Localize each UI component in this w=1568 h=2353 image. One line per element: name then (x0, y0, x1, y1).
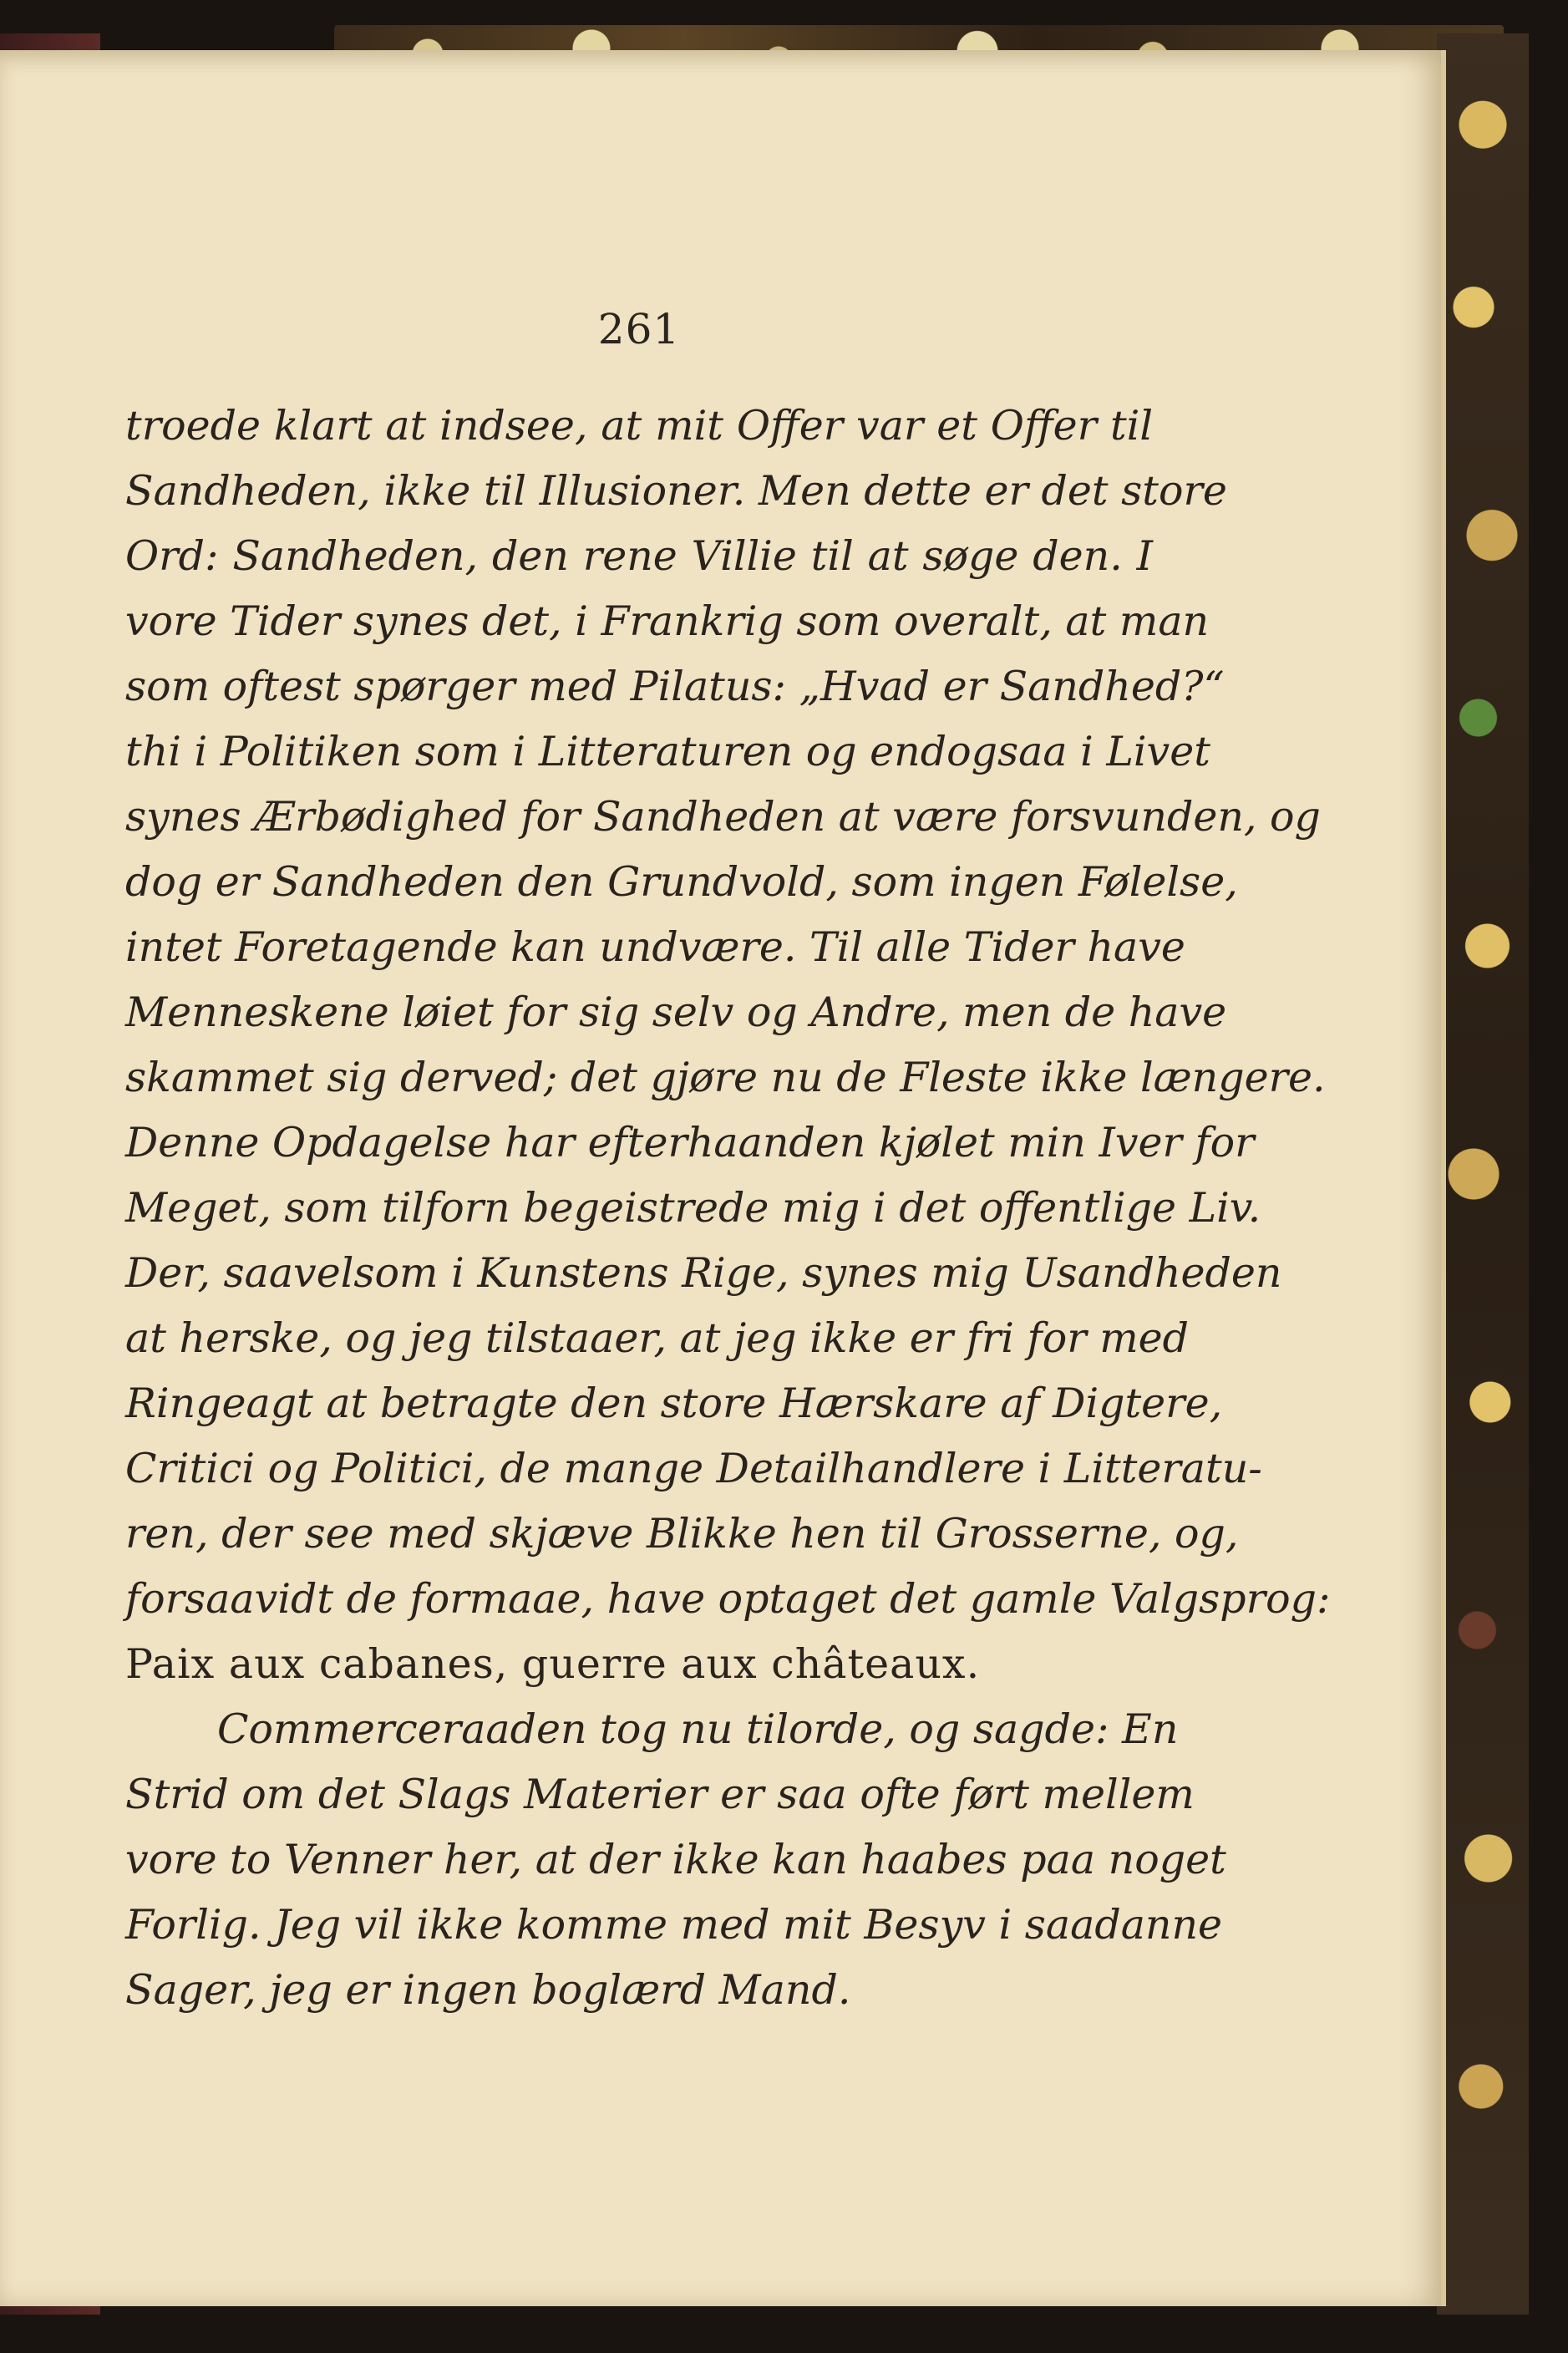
text-line: som oftest spørger med Pilatus: „Hvad er Sandhed?“ (125, 663, 1225, 710)
text-line: Menneskene løiet for sig selv og Andre, men de have (125, 988, 1227, 1036)
text-line: Der, saavelsom i Kunstens Rige, synes mig Usandheden (125, 1249, 1282, 1297)
text-line: forsaavidt de formaae, have optaget det gamle Valgsprog: (125, 1575, 1331, 1623)
text-line: Sandheden, ikke til Illusioner. Men dette er det store (125, 467, 1227, 515)
text-line-last: Sager, jeg er ingen boglærd Mand. (125, 1966, 851, 2014)
text-line: thi i Politiken som i Litteraturen og endogsaa i Livet (125, 728, 1210, 775)
text-line: vore Tider synes det, i Frankrig som overalt, at man (125, 597, 1210, 645)
text-line: intet Foretagende kan undvære. Til alle Tider have (125, 923, 1185, 971)
text-line: at herske, og jeg tilstaaer, at jeg ikke er fri for med (125, 1314, 1190, 1362)
text-line: Strid om det Slags Materier er saa ofte ført mellem (125, 1771, 1195, 1818)
text-line: troede klart at indsee, at mit Offer var et Offer til (125, 402, 1153, 450)
marbled-edge-right (1437, 33, 1529, 2315)
book-page (0, 50, 1446, 2306)
text-line-antiqua: Paix aux cabanes, guerre aux châteaux. (125, 1640, 981, 1688)
text-line-paragraph-start: Commerceraaden tog nu tilorde, og sagde: En (217, 1705, 1179, 1753)
text-line: Forlig. Jeg vil ikke komme med mit Besyv i saadanne (125, 1901, 1223, 1949)
text-line: Ringeagt at betragte den store Hærskare af Digtere, (125, 1380, 1223, 1427)
text-line: skammet sig derved; det gjøre nu de Fleste ikke længere. (125, 1054, 1326, 1101)
text-line: ren, der see med skjæve Blikke hen til Grosserne, og, (125, 1510, 1239, 1558)
text-line: Denne Opdagelse har efterhaanden kjølet min Iver for (125, 1119, 1255, 1166)
text-line: Critici og Politici, de mange Detailhandlere i Litteratu- (125, 1445, 1262, 1492)
text-line: vore to Venner her, at der ikke kan haabes paa noget (125, 1836, 1226, 1883)
text-line: Ord: Sandheden, den rene Villie til at søge den. I (125, 532, 1153, 580)
text-line: Meget, som tilforn begeistrede mig i det offentlige Liv. (125, 1184, 1261, 1232)
text-line: dog er Sandheden den Grundvold, som ingen Følelse, (125, 858, 1238, 906)
page-number: 261 (597, 305, 681, 353)
text-line: synes Ærbødighed for Sandheden at være forsvunden, og (125, 793, 1321, 841)
